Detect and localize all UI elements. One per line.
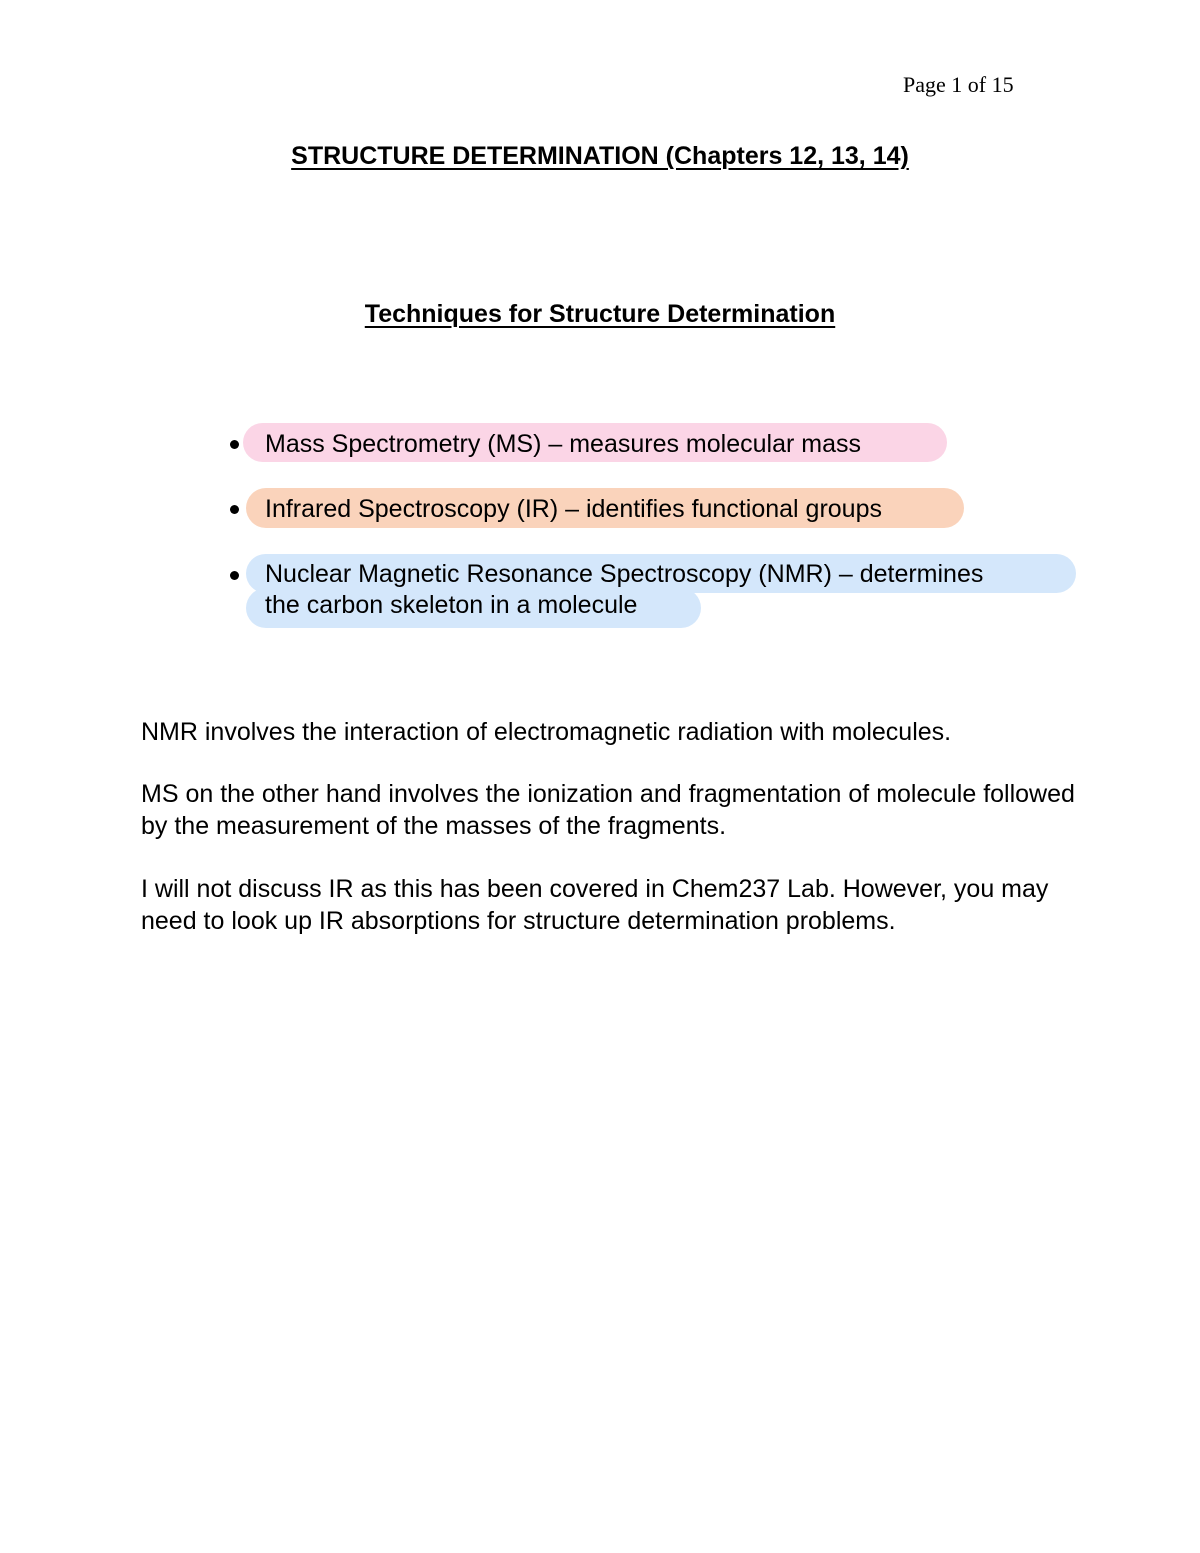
technique-ir: Infrared Spectroscopy (IR) – identifies functional groups (265, 495, 882, 523)
document-title: STRUCTURE DETERMINATION (Chapters 12, 13, 14) (291, 142, 909, 170)
bullet-dot (230, 440, 239, 449)
paragraph-nmr: NMR involves the interaction of electromagnetic radiation with molecules. (141, 718, 952, 746)
section-heading: Techniques for Structure Determination (364, 300, 836, 328)
technique-nmr-line2: the carbon skeleton in a molecule (265, 591, 638, 619)
technique-nmr-line1: Nuclear Magnetic Resonance Spectroscopy (NMR) – determines (265, 560, 984, 588)
page-number: Page 1 of 15 (903, 72, 1014, 97)
bullet-dot (230, 571, 239, 580)
paragraph-ir: I will not discuss IR as this has been covered in Chem237 Lab. However, you may need to look up IR absorptions for structure determination problems. (141, 875, 1049, 935)
paragraph-ms: MS on the other hand involves the ionization and fragmentation of molecule followed by the measurement of the masses of the fragments. (141, 780, 1075, 840)
technique-ms: Mass Spectrometry (MS) – measures molecular mass (265, 430, 861, 458)
bullet-dot (230, 505, 239, 514)
